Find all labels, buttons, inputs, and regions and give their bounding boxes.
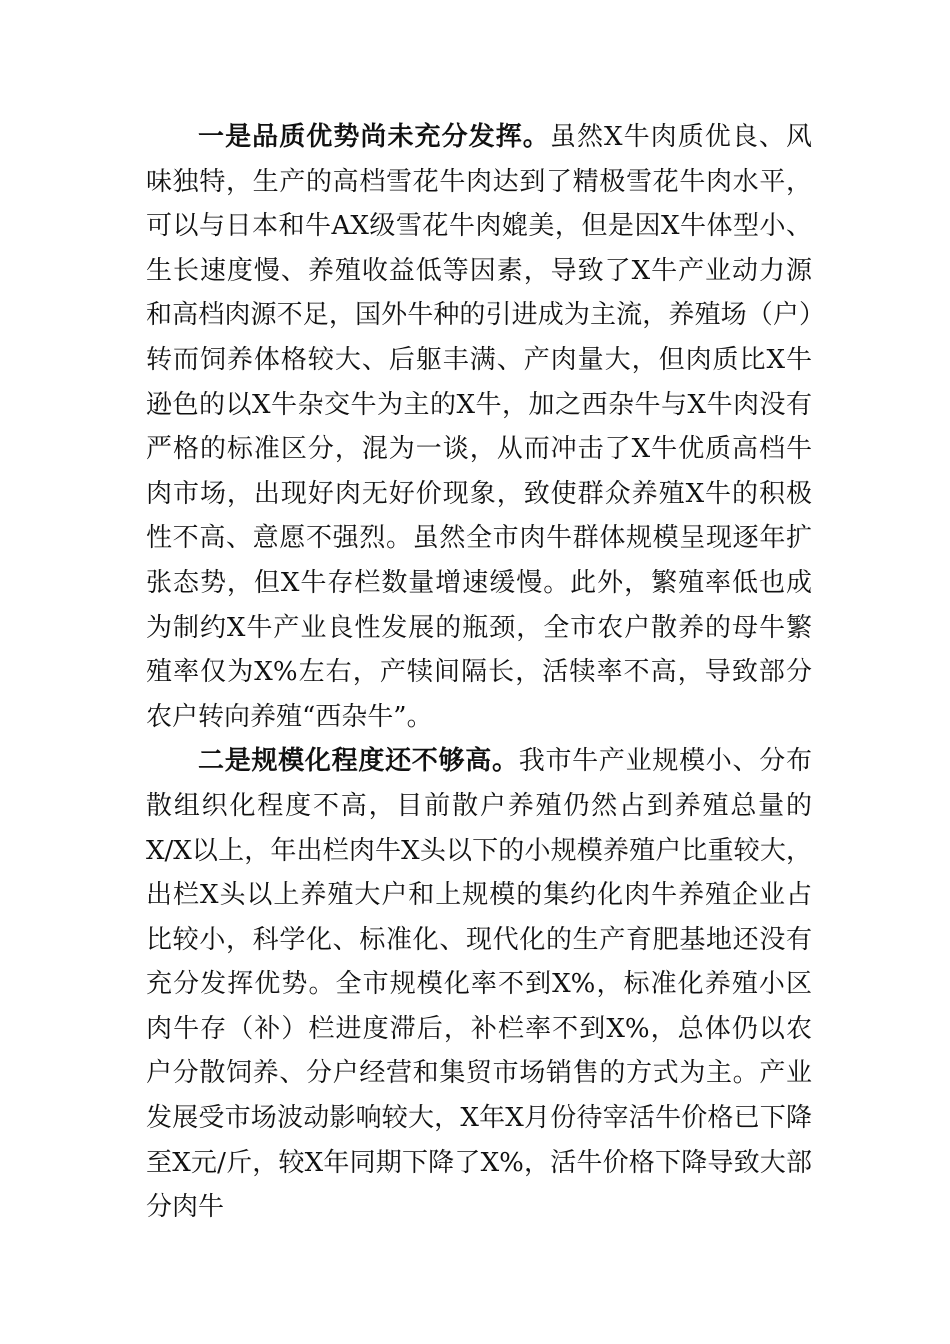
paragraph-text: 我市牛产业规模小、分布散组织化程度不高，目前散户养殖仍然占到养殖总量的X/X以上，年出栏肉牛X头以下的小规模养殖户比重较大，出栏X头以上养殖大户和上规模的集约化肉牛养殖企业占比较小，科学化、标准化、现代化的生产育肥基地还没有充分发挥优势。全市规模化率不到X%，标准化养殖小区肉牛存（补）栏进度滞后，补栏率不到X%，总体仍以农户分散饲养、分户经营和集贸市场销售的方式为主。产业发展受市场波动影响较大，X年X月份待宰活牛价格已下降至X元/斤，较X年同期下降了X%，活牛价格下降导致大部分肉牛 — [146, 746, 812, 1223]
paragraph-text: 虽然X牛肉质优良、风味独特，生产的高档雪花牛肉达到了精极雪花牛肉水平，可以与日本和牛AX级雪花牛肉媲美，但是因X牛体型小、生长速度慢、养殖收益低等因素，导致了X牛产业动力源和高档肉源不足，国外牛种的引进成为主流，养殖场（户）转而饲养体格较大、后躯丰满、产肉量大，但肉质比X牛逊色的以X牛杂交牛为主的X牛，加之西杂牛与X牛肉没有严格的标准区分，混为一谈，从而冲击了X牛优质高档牛肉市场，出现好肉无好价现象，致使群众养殖X牛的积极性不高、意愿不强烈。虽然全市肉牛群体规模呈现逐年扩张态势，但X牛存栏数量增速缓慢。此外，繁殖率低也成为制约X牛产业良性发展的瓶颈，全市农户散养的母牛繁殖率仅为X%左右，产犊间隔长，活犊率不高，导致部分农户转向养殖“西杂牛”。 — [146, 122, 812, 732]
paragraph-heading: 二是规模化程度还不够高。 — [198, 746, 519, 777]
paragraph-heading: 一是品质优势尚未充分发挥。 — [198, 122, 550, 152]
paragraph-quality-advantage — [146, 115, 812, 739]
paragraph-scale-level — [146, 739, 812, 1230]
document-body — [146, 115, 812, 1230]
